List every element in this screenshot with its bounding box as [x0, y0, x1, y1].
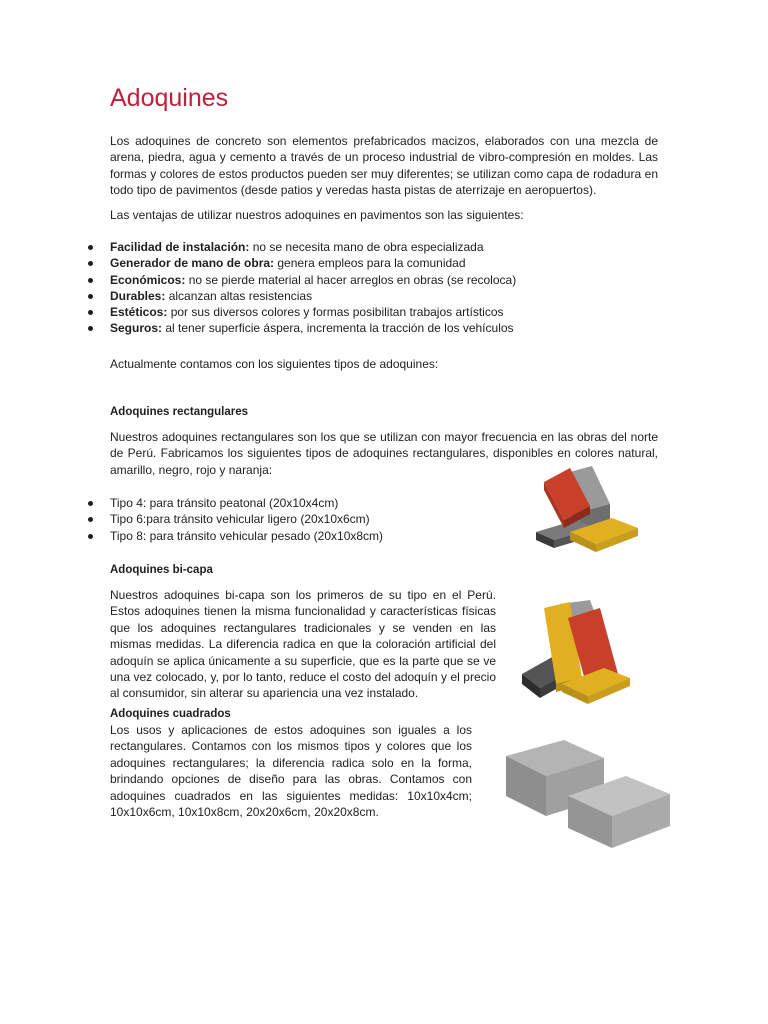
bullet-icon	[88, 534, 93, 539]
list-item: Generador de mano de obra: genera empleos para la comunidad	[110, 255, 658, 271]
bicapa-pavers-image	[520, 598, 632, 710]
list-item: Económicos: no se pierde material al hacer arreglos en obras (se recoloca)	[110, 272, 658, 288]
rect-paragraph: Nuestros adoquines rectangulares son los que se utilizan con mayor frecuencia en las obras del norte de Perú. Fabricamos los siguientes tipos de adoquines rectangulares, disponibles en colores natural, amarillo, negro, rojo y naranja:	[110, 430, 658, 477]
page-title: Adoquines	[110, 84, 229, 112]
list-item: Tipo 4: para tránsito peatonal (20x10x4cm)	[110, 495, 510, 511]
rect-types-list	[110, 495, 510, 544]
advantages-list	[110, 239, 658, 337]
bullet-icon	[88, 245, 93, 250]
bullet-icon	[88, 278, 93, 283]
bullet-icon	[88, 517, 93, 522]
bullet-icon	[88, 261, 93, 266]
list-item: Estéticos: por sus diversos colores y formas posibilitan trabajos artísticos	[110, 304, 658, 320]
bicapa-heading: Adoquines bi-capa	[110, 564, 213, 576]
rectangular-pavers-image	[530, 462, 640, 554]
square-pavers-image	[500, 736, 672, 852]
list-item: Facilidad de instalación: no se necesita mano de obra especializada	[110, 239, 658, 255]
list-item: Durables: alcanzan altas resistencias	[110, 288, 658, 304]
list-item: Seguros: al tener superficie áspera, incrementa la tracción de los vehículos	[110, 320, 658, 336]
intro-paragraph: Los adoquines de concreto son elementos prefabricados macizos, elaborados con una mezcla de arena, piedra, agua y cemento a través de un proceso industrial de vibro-compresión en moldes. Las formas y colores de estos productos pueden ser muy diferentes; se utilizan como capa de rodadura en todo tipo de pavimentos (desde patios y veredas hasta pistas de aterrizaje en aeropuertos).	[110, 134, 658, 198]
cuadrados-paragraph: Los usos y aplicaciones de estos adoquines son iguales a los rectangulares. Contamos con los mismos tipos y colores que los adoquines rectangulares; la diferencia radica solo en la forma, brindando opciones de diseño para las obras. Contamos con adoquines cuadrados en las siguientes medidas: 10x10x4cm; 10x10x6cm, 10x10x8cm, 20x20x6cm, 20x20x8cm.	[110, 723, 472, 820]
bullet-icon	[88, 310, 93, 315]
cuadrados-heading: Adoquines cuadrados	[110, 708, 231, 720]
types-intro: Actualmente contamos con los siguientes tipos de adoquines:	[110, 357, 439, 371]
bullet-icon	[88, 501, 93, 506]
list-item: Tipo 6:para tránsito vehicular ligero (20x10x6cm)	[110, 511, 510, 527]
advantages-intro: Las ventajas de utilizar nuestros adoquines en pavimentos son las siguientes:	[110, 208, 524, 222]
list-item: Tipo 8: para tránsito vehicular pesado (20x10x8cm)	[110, 528, 510, 544]
bicapa-paragraph: Nuestros adoquines bi-capa son los primeros de su tipo en el Perú. Estos adoquines tienen la misma funcionalidad y características físicas que los adoquines rectangulares tradicionales y se venden en las mismas medidas. La diferencia radica en que la coloración artificial del adoquín se aplica únicamente a su superficie, que es la parte que se ve una vez colocado, y, por lo tanto, reduce el costo del adoquín y el precio al consumidor, sin alterar su apariencia una vez instalado.	[110, 588, 496, 701]
bullet-icon	[88, 294, 93, 299]
rect-heading: Adoquines rectangulares	[110, 406, 249, 418]
bullet-icon	[88, 326, 93, 331]
